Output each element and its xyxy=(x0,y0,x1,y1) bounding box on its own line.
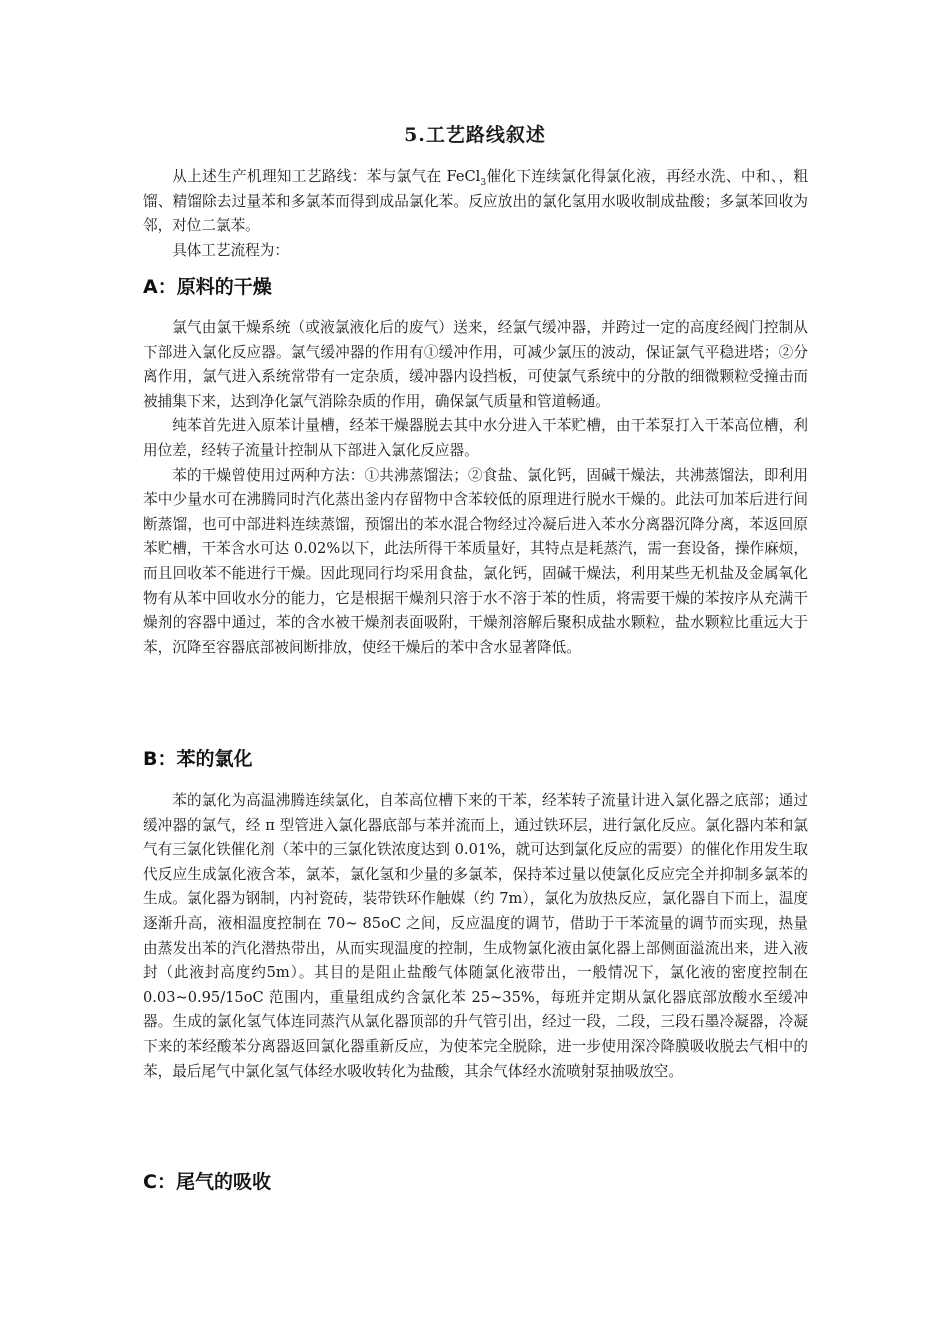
intro-paragraph-1 xyxy=(143,165,808,239)
section-b-body xyxy=(143,789,808,1084)
section-heading-c: C：尾气的吸收 xyxy=(143,1171,271,1193)
section-a-paragraph-3: 苯的干燥曾使用过两种方法：①共沸蒸馏法；②食盐、氯化钙，固碱干燥法，共沸蒸馏法，即利用苯中少量水可在沸腾同时汽化蒸出釜内存留物中含苯较低的原理进行脱水干燥的。此法可加苯后进行间断蒸馏，也可中部进料连续蒸馏，预馏出的苯水混合物经过冷凝后进入苯水分离器沉降分离，苯返回原苯贮槽，干苯含水可达 0.02%以下，此法所得干苯质量好，其特点是耗蒸汽，需一套设备，操作麻烦，而且回收苯不能进行干燥。因此现同行均采用食盐，氯化钙，固碱干燥法，利用某些无机盐及金属氧化物有从苯中回收水分的能力，它是根据干燥剂只溶于水不溶于苯的性质，将需要干燥的苯按序从充满干燥剂的容器中通过，苯的含水被干燥剂表面吸附，干燥剂溶解后聚积成盐水颗粒，盐水颗粒比重远大于苯，沉降至容器底部被间断排放，使经干燥后的苯中含水显著降低。 xyxy=(143,466,808,656)
section-a-paragraph-1: 氯气由氯干燥系统（或液氯液化后的废气）送来，经氯气缓冲器，并跨过一定的高度经阀门控制从下部进入氯化反应器。氯气缓冲器的作用有①缓冲作用，可减少氯压的波动，保证氯气平稳进塔；②分离作用，氯气进入系统常带有一定杂质，缓冲器内设挡板，可使氯气系统中的分散的细微颗粒受撞击而被捕集下来，达到净化氯气消除杂质的作用，确保氯气质量和管道畅通。 xyxy=(143,319,808,410)
section-heading-b: B：苯的氯化 xyxy=(143,748,253,770)
subscript-3: 3 xyxy=(480,178,487,188)
intro-text-part-2: 催化下连续氯化得氯化液，再经水洗、中和、，粗馏、精馏除去过量苯和多氯苯而得到成品氯化苯。反应放出的氯化氢用水吸收制成盐酸；多氯苯回收为邻，对位二氯苯。 xyxy=(143,168,808,235)
section-a-paragraph-2: 纯苯首先进入原苯计量槽，经苯干燥器脱去其中水分进入干苯贮槽，由干苯泵打入干苯高位槽，利用位差，经转子流量计控制从下部进入氯化反应器。 xyxy=(143,417,808,459)
page-title: 5.工艺路线叙述 xyxy=(404,124,546,146)
section-heading-a: A：原料的干燥 xyxy=(143,276,272,298)
intro-paragraph-2: 具体工艺流程为： xyxy=(172,241,289,259)
section-b-paragraph-1: 苯的氯化为高温沸腾连续氯化，自苯高位槽下来的干苯，经苯转子流量计进入氯化器之底部；通过缓冲器的氯气，经 π 型管进入氯化器底部与苯并流而上，通过铁环层，进行氯化反应。氯化器内苯和氯气有三氯化铁催化剂（苯中的三氯化铁浓度达到 0.01%，就可达到氯化反应的需要）的催化作用发生取代反应生成氯化液含苯，氯苯，氯化氢和少量的多氯苯，保持苯过量以使氯化反应完全并抑制多氯苯的生成。氯化器为钢制，内衬瓷砖，装带铁环作触媒（约 7m），氯化为放热反应，氯化器自下而上，温度逐渐升高，液相温度控制在 70~ 85oC 之间，反应温度的调节，借助于干苯流量的调节而实现，热量由蒸发出苯的汽化潜热带出，从而实现温度的控制，生成物氯化液由氯化器上部侧面溢流出来，进入液封（此液封高度约5m）。其目的是阻止盐酸气体随氯化液带出，一般情况下，氯化液的密度控制在 0.03~0.95/15oC 范围内，重量组成约含氯化苯 25~35%，每班并定期从氯化器底部放酸水至缓冲器。生成的氯化氢气体连同蒸汽从氯化器顶部的升气管引出，经过一段，二段，三段石墨冷凝器，冷凝下来的苯经酸苯分离器返回氯化器重新反应，为使苯完全脱除，进一步使用深冷降膜吸收脱去气相中的苯，最后尾气中氯化氢气体经水吸收转化为盐酸，其余气体经水流喷射泵抽吸放空。 xyxy=(143,792,808,1080)
intro-block xyxy=(143,165,808,263)
intro-text-part-1: 从上述生产机理知工艺路线：苯与氯气在 FeCl xyxy=(172,168,481,185)
section-a-body xyxy=(143,316,808,660)
